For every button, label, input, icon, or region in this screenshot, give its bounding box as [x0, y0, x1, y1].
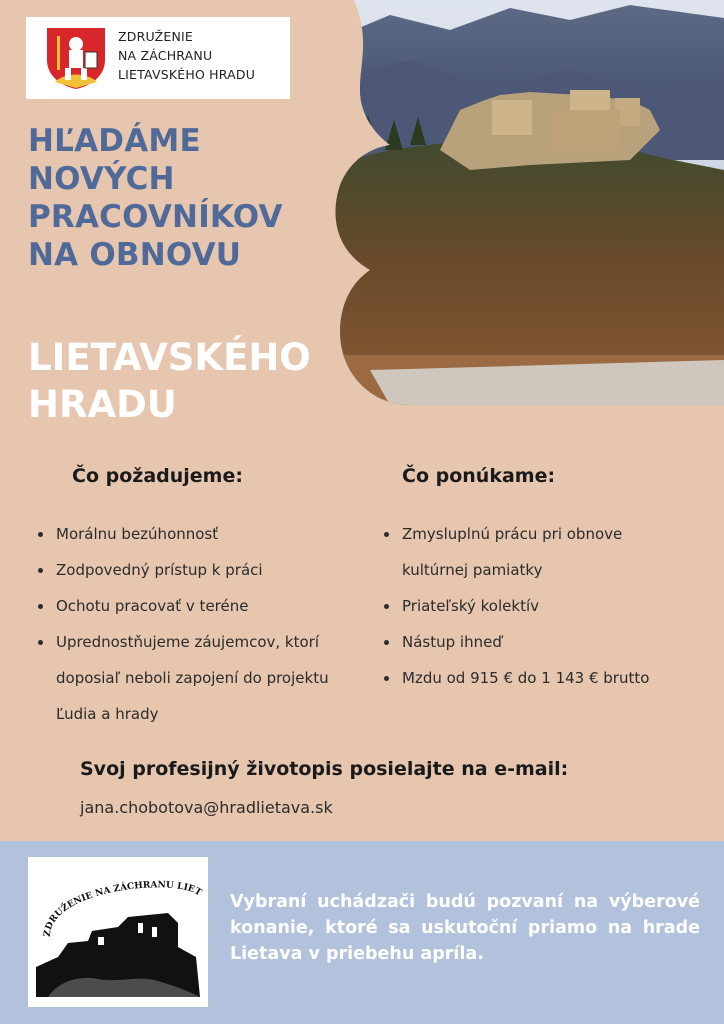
headline-line1: HĽADÁME: [28, 123, 201, 159]
castle-photo: [330, 0, 724, 405]
logo-arc-text: ZDRUŽENIE NA ZÁCHRANU LIET: [42, 880, 203, 938]
org-name-line1: ZDRUŽENIE: [118, 29, 193, 44]
coat-of-arms-icon: [45, 26, 107, 90]
contact-email[interactable]: jana.chobotova@hradlietava.sk: [80, 798, 333, 817]
org-logo-card: [26, 17, 290, 99]
footer: [0, 841, 724, 1024]
org-name-line3: LIETAVSKÉHO HRADU: [118, 67, 256, 82]
headline-line2: NOVÝCH: [28, 161, 175, 197]
list-item: Mzdu od 915 € do 1 143 € brutto: [384, 660, 684, 696]
list-item: Nástup ihneď: [384, 624, 684, 660]
list-item: Priateľský kolektív: [384, 588, 684, 624]
offer-list: [384, 516, 684, 696]
list-item: Zodpovedný prístup k práci: [38, 552, 338, 588]
footer-note: Vybraní uchádzači budú pozvaní na výberové konanie, ktoré sa uskutoční priamo na hrade Lietava v priebehu apríla.: [230, 892, 700, 964]
headline-castle: [28, 334, 368, 428]
headline-line5: LIETAVSKÉHO: [28, 336, 311, 379]
footer-logo: [28, 857, 208, 1007]
cv-instruction: Svoj profesijný životopis posielajte na e-mail:: [80, 758, 569, 780]
list-item: Ochotu pracovať v teréne: [38, 588, 338, 624]
offer-title: Čo ponúkame:: [402, 465, 556, 487]
requirements-list: [38, 516, 338, 732]
castle-logo-icon: [28, 857, 208, 1007]
list-item: Zmysluplnú prácu pri obnove kultúrnej pamiatky: [384, 516, 684, 588]
headline-line4: NA OBNOVU: [28, 237, 242, 273]
headline-line6: HRADU: [28, 383, 177, 426]
list-item: Uprednostňujeme záujemcov, ktorí doposiaľ neboli zapojení do projektu Ľudia a hrady: [38, 624, 338, 732]
requirements-title: Čo požadujeme:: [72, 465, 243, 487]
org-name: [118, 27, 288, 84]
org-name-line2: NA ZÁCHRANU: [118, 48, 213, 63]
list-item: Morálnu bezúhonnosť: [38, 516, 338, 552]
headline: [28, 122, 348, 274]
headline-line3: PRACOVNÍKOV: [28, 199, 283, 235]
